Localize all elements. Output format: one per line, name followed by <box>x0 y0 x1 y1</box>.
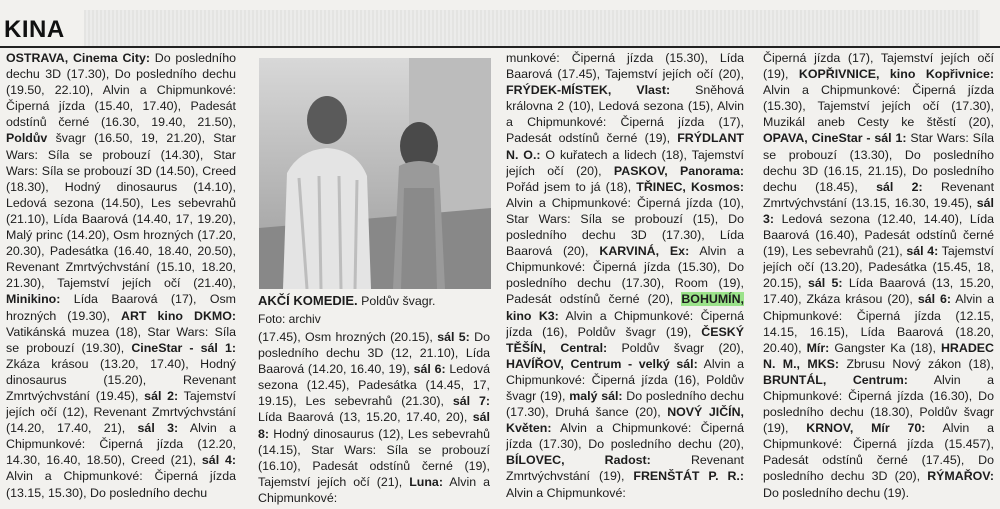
listing-text: Lída Baarová (13, 15.20, 17.40, 20), <box>258 410 473 425</box>
venue-name: FRENŠTÁT P. R.: <box>633 469 744 484</box>
listing-text: Zkáza krásou (13.20, 17.40), Hodný dinosaurus (15.20), Revenant Zmrtvýchvstání (19.45), <box>6 356 236 403</box>
listing-text: Alvin a Chipmunkové: Čiperná jízda (16), Poldův švagr (19), <box>506 356 744 403</box>
listing-text: Alvin a Chipmunkové: Čiperná jízda (12.15, 14.15, 16.15), Lída Baarová (18.20, 20.40), <box>763 292 994 355</box>
column-2 <box>258 329 490 505</box>
listing-text: Ledová sezona (12.45), Padesátka (14.45, 17, 19.15), Les sebevrahů (21.30), <box>258 362 490 409</box>
column-4 <box>763 50 994 505</box>
venue-name: sál 5: <box>437 330 470 344</box>
photo <box>259 58 491 289</box>
listing-text: Lída Baarová (17), Osm hrozných (19.30), <box>6 292 236 323</box>
column-1 <box>6 50 236 505</box>
listing-text: Pořád jsem to já (18), <box>506 179 637 194</box>
listing-text: Alvin a Chipmunkové: Čiperná jízda (12.20, 14.30, 16.40, 18.50), Creed (21), <box>6 421 236 468</box>
header-rule <box>84 10 980 46</box>
listing-text: Čiperná jízda (17), Tajemství jejích očí (19), <box>763 51 994 82</box>
venue-name: FRÝDEK-MÍSTEK, Vlast: <box>506 83 671 98</box>
listing-text: Lída Baarová (13, 15.20, 17.40), Zkáza krásou (20), <box>763 276 994 307</box>
listing-text: švagr (16.50, 19, 21.20), Star Wars: Síla se probouzí (14.30), Star Wars: Síla se probouzí 3D (14.50), Creed (18.30), Hodný dinosaurus (14.10), Ledová sezona (14.50), Les sebevrahů (21.10), Lída Baarová (14.40, 17, 19.20), Malý princ (14.20), Osm hrozných (17.20, 20.30), Padesátka (16.40, 18.40, 20.50), Revenant Zmrtvýchvstání (15.10, 18.20, 21.30), Tajemství jejích očí (21.40), <box>6 131 236 291</box>
listing-text: Gangster Ka (18), <box>829 340 941 355</box>
venue-name: NOVÝ JIČÍN, Květen: <box>506 405 744 436</box>
venue-name: OPAVA, CineStar - sál 1: <box>763 131 907 146</box>
venue-name: sál 4: <box>201 453 236 468</box>
listing-text: Revenant Zmrtvýchvstání (13.15, 16.30, 19.45), <box>763 179 994 210</box>
venue-name: FRÝDLANT N. O.: <box>506 131 744 162</box>
listing-text: O kuřatech a lidech (18), Tajemství jejích očí (20), <box>506 147 744 178</box>
venue-name: HRADEC N. M., MKS: <box>763 340 994 371</box>
venue-name: KOPŘIVNICE, kino Kopřivnice: <box>798 67 994 82</box>
listing-text: Zbrusu Nový zákon (18), <box>839 356 994 371</box>
listing-text: Do posledního dechu 3D (17.30), Do posledního dechu (19.50, 22.10), Alvin a Chipmunkové: Čiperná jízda (15.40, 17.40), Padesát odstínů černé (16.30, 19.40, 21.50), <box>6 51 236 130</box>
venue-name: sál 8: <box>258 410 490 441</box>
venue-name: sál 3: <box>137 421 179 436</box>
listing-text: Do posledního dechu 3D (12, 21.10), Lída Baarová (14.20, 16.40, 19), <box>258 330 490 377</box>
venue-name: OSTRAVA, Cinema City: <box>6 51 150 65</box>
section-title: KINA <box>4 16 65 43</box>
listing-text: Tajemství jejích očí (13.20), Padesátka (15.45, 18, 20.15), <box>763 244 994 291</box>
highlighted-venue-name: BOHUMÍN, <box>681 292 744 307</box>
caption-title: AKČÍ KOMEDIE. <box>258 293 358 308</box>
listing-text: Vatikánská muzea (18), Star Wars: Síla se probouzí (19.30), <box>6 324 236 355</box>
venue-name: Luna: <box>409 474 443 489</box>
venue-name: RÝMAŘOV: <box>927 469 994 484</box>
venue-name: malý sál: <box>569 388 623 403</box>
listing-text: Tajemství jejích očí (12), Revenant Zmrtvýchvstání (14.20, 17.40, 21), <box>6 388 236 436</box>
venue-name: BÍLOVEC, Radost: <box>506 453 651 468</box>
venue-name: sál 5: <box>807 276 843 291</box>
listing-text: Alvin a Chipmunkové: Čiperná jízda (16), Poldův švagr (19), <box>506 308 744 339</box>
venue-name: Minikino: <box>6 292 61 307</box>
venue-name: PASKOV, Panorama: <box>613 163 744 178</box>
photo-image <box>259 58 491 289</box>
listing-text: Alvin a Chipmunkové: Čiperná jízda (16.30), Do posledního dechu (18.30), Poldův švagr (19), <box>763 372 994 436</box>
photo-credit: Foto: archiv <box>258 312 321 326</box>
column-3 <box>506 50 744 505</box>
venue-name: sál 2: <box>144 388 179 403</box>
venue-name: sál 7: <box>452 394 490 409</box>
venue-name: HAVÍŘOV, Centrum - velký sál: <box>506 356 698 371</box>
venue-name: Poldův <box>6 131 48 146</box>
listing-text: Ledová sezona (12.40, 14.40), Lída Baarová (16.40), Padesát odstínů černé (19), Les sebevrahů (21), <box>763 211 994 259</box>
listing-text: Alvin a Chipmunkové: Čiperná jízda (15.457), Padesát odstínů černé (17.45), Do posledního dechu 3D (20), <box>763 421 994 484</box>
venue-name: ART kino DKMO: <box>121 308 236 323</box>
listing-text: Hodný dinosaurus (12), Les sebevrahů (14.15), Star Wars: Síla se probouzí (16.10), Padesát odstínů černé (19), Tajemství jejích očí (21), <box>258 426 490 489</box>
venue-name: sál 3: <box>763 195 994 226</box>
venue-name: ČESKÝ TĚŠÍN, Central: <box>506 324 744 355</box>
venue-name: TŘINEC, Kosmos: <box>636 179 744 194</box>
venue-name: sál 2: <box>876 179 923 194</box>
section-header <box>0 0 1000 48</box>
listing-text: Do posledního dechu (17.30), Druhá šance (20), <box>506 388 744 420</box>
venue-name: BRUNTÁL, Centrum: <box>763 372 908 387</box>
venue-name: Mír: <box>806 340 830 355</box>
listing-text: munkové: Čiperná jízda (15.30), Lída Baarová (17.45), Tajemství jejích očí (20), <box>506 51 744 82</box>
listing-text: Star Wars: Síla se probouzí (13.30), Do posledního dechu 3D (16.15, 21.15), Do posledního dechu (18.45), <box>763 131 994 194</box>
listing-text: Revenant Zmrtvýchvstání (19), <box>506 453 744 484</box>
listing-text: Alvin a Chipmunkové: Čiperná jízda (15.30), Do posledního dechu (17.30), Room (19), Padesát odstínů černé (20), <box>506 244 744 307</box>
photo-caption <box>258 292 492 326</box>
venue-name: sál 4: <box>906 244 939 259</box>
venue-name: sál 6: <box>413 362 446 377</box>
venue-name: CineStar - sál 1: <box>131 340 236 355</box>
listing-text: Do posledního dechu (19). <box>763 485 910 500</box>
listing-text: Alvin a Chipmunkové: <box>258 474 490 505</box>
listing-text: Sněhová královna 2 (10), Ledová sezona (15), Alvin a Chipmunkové: Čiperná jízda (17), Padesát odstínů černé (19), <box>506 83 744 146</box>
listing-text: Alvin a Chipmunkové: Čiperná jízda (13.15, 15.30), Do posledního dechu <box>6 469 236 500</box>
listing-text: (17.45), Osm hrozných (20.15), <box>258 330 438 344</box>
listing-text: Alvin a Chipmunkové: Čiperná jízda (15.30), Tajemství jejích očí (17.30), Muzikál aneb Cesty ke štěstí (20), <box>763 83 994 130</box>
listing-text: Alvin a Chipmunkové: Čiperná jízda (10), Star Wars: Síla se probouzí (15), Do posledního dechu 3D (17.30), Lída Baarová (20), <box>506 195 744 259</box>
venue-name: KRNOV, Mír 70: <box>806 421 926 436</box>
listing-text: Alvin a Chipmunkové: Čiperná jízda (17.30), Do posledního dechu (20), <box>506 421 744 452</box>
venue-name: KARVINÁ, Ex: <box>599 244 690 259</box>
caption-subtitle: Poldův švagr. <box>357 294 436 308</box>
venue-name: sál 6: <box>917 292 952 307</box>
venue-name: kino K3: <box>506 308 559 323</box>
listing-text: Alvin a Chipmunkové: <box>506 485 626 500</box>
listing-text: Poldův švagr (20), <box>607 340 744 355</box>
